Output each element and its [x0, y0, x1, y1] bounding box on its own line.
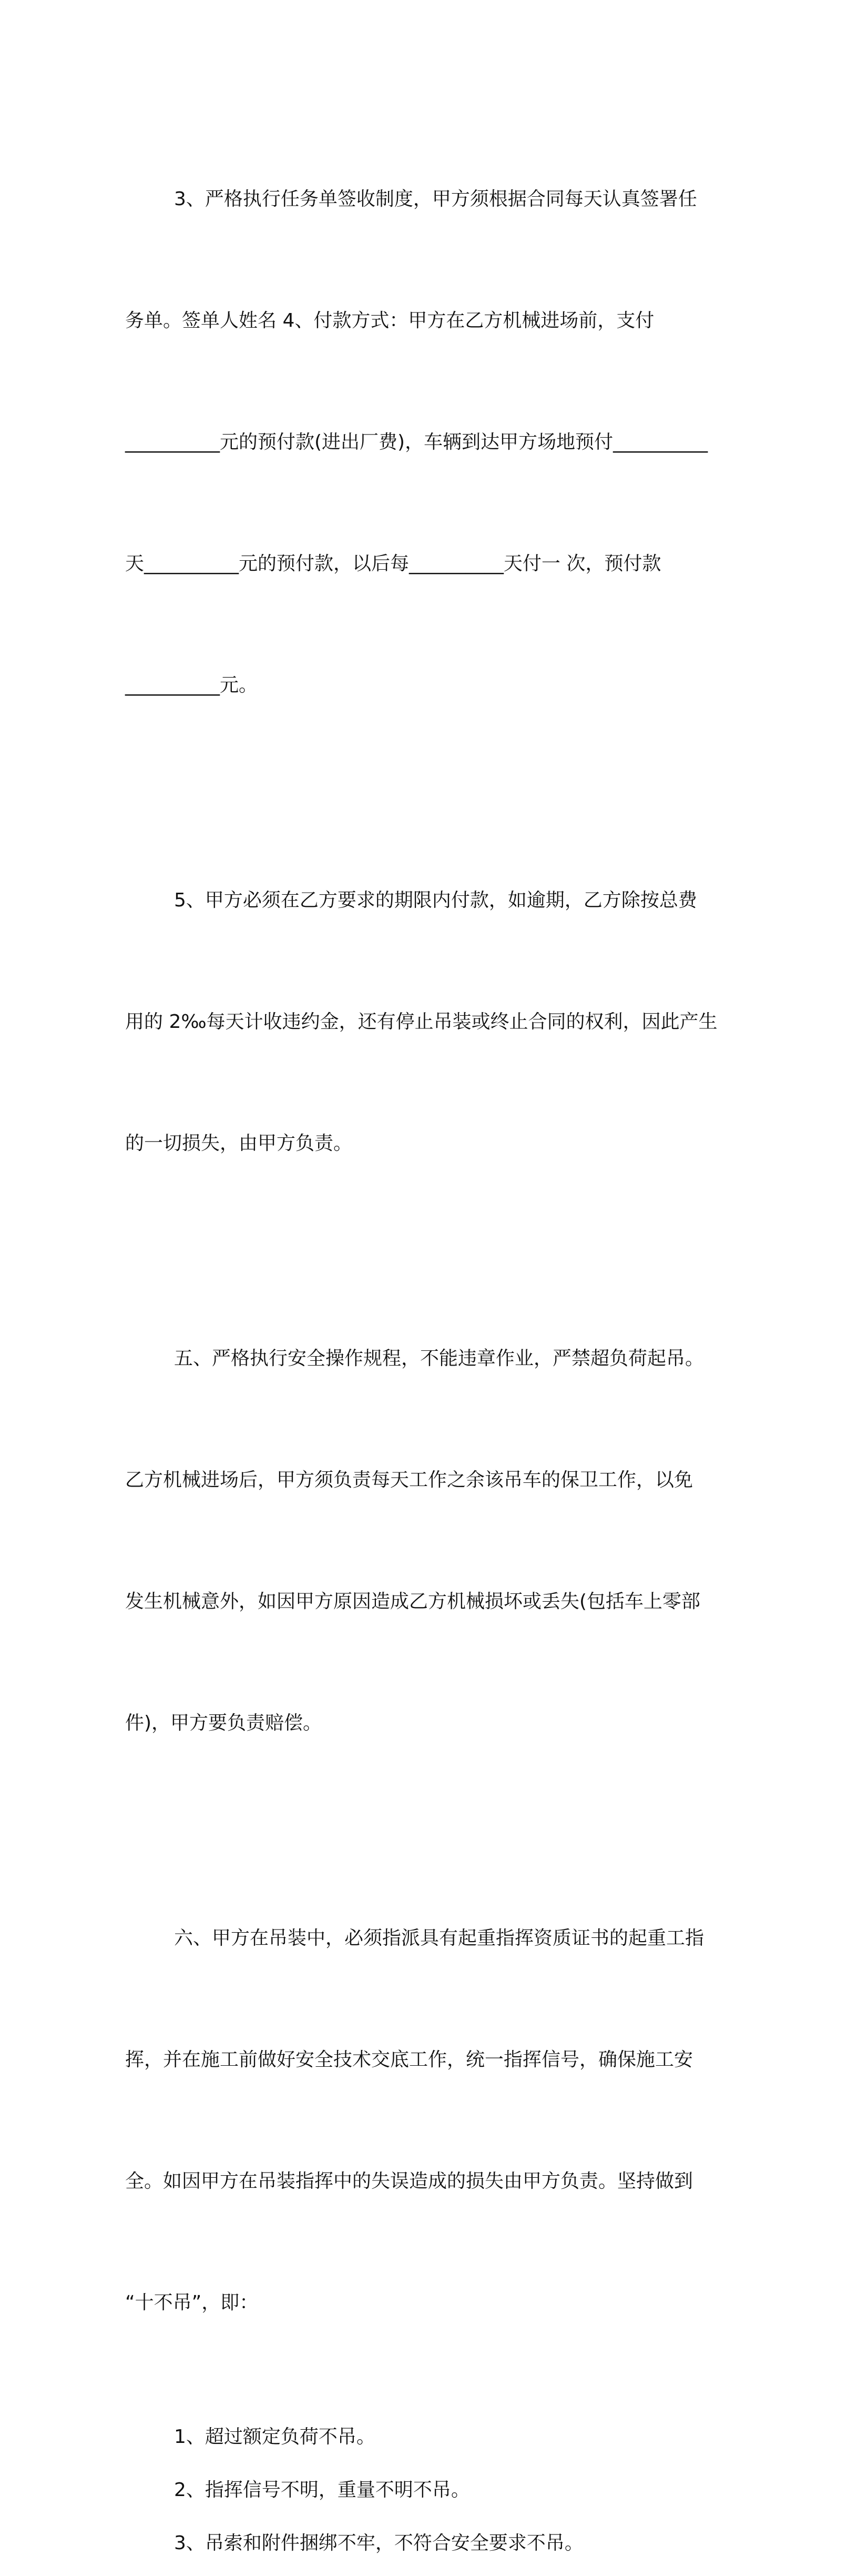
document-page [125, 98, 730, 2576]
text-line: 五、严格执行安全操作规程，不能违章作业，严禁超负荷起吊。 [174, 1348, 704, 1369]
paragraph-safety-rules [125, 1257, 730, 1824]
text-line: 5、甲方必须在乙方要求的期限内付款，如逾期，乙方除按总费 [174, 890, 697, 911]
text-line: 挥，并在施工前做好安全技术交底工作，统一指挥信号，确保施工安 [125, 2049, 693, 2070]
text-line: 3、严格执行任务单签收制度，甲方须根据合同每天认真签署任 [174, 188, 697, 210]
text-line: 用的 2‰每天计收违约金，还有停止吊装或终止合同的权利，因此产生 [125, 1011, 718, 1033]
text-line: __________元。 [125, 674, 258, 696]
list-item: 3、吊索和附件捆绑不牢，不符合安全要求不吊。 [174, 2532, 584, 2554]
paragraph-late-payment [125, 799, 730, 1245]
list-item: 1、超过额定负荷不吊。 [174, 2426, 375, 2448]
text-line: 天__________元的预付款，以后每__________天付一 次，预付款 [125, 553, 661, 574]
text-line: 发生机械意外，如因甲方原因造成乙方机械损坏或丢失(包括车上零部 [125, 1591, 701, 1612]
paragraph-lifting-command [125, 1837, 730, 2404]
text-line: 乙方机械进场后，甲方须负责每天工作之余该吊车的保卫工作，以免 [125, 1469, 693, 1491]
paragraph-payment-terms [125, 98, 730, 786]
text-line: __________元的预付款(进出厂费)，车辆到达甲方场地预付__________ [125, 431, 708, 453]
text-line: “十不吊”，即： [125, 2292, 259, 2314]
text-line: 件)，甲方要负责赔偿。 [125, 1712, 322, 1734]
text-line: 六、甲方在吊装中，必须指派具有起重指挥资质证书的起重工指 [174, 1927, 704, 1949]
text-line: 的一切损失，由甲方负责。 [125, 1133, 353, 1154]
text-line: 务单。签单人姓名 4、付款方式：甲方在乙方机械进场前，支付 [125, 310, 655, 331]
list-item: 2、指挥信号不明，重量不明不吊。 [174, 2479, 470, 2501]
text-line: 全。如因甲方在吊装指挥中的失误造成的损失由甲方负责。坚持做到 [125, 2170, 693, 2192]
